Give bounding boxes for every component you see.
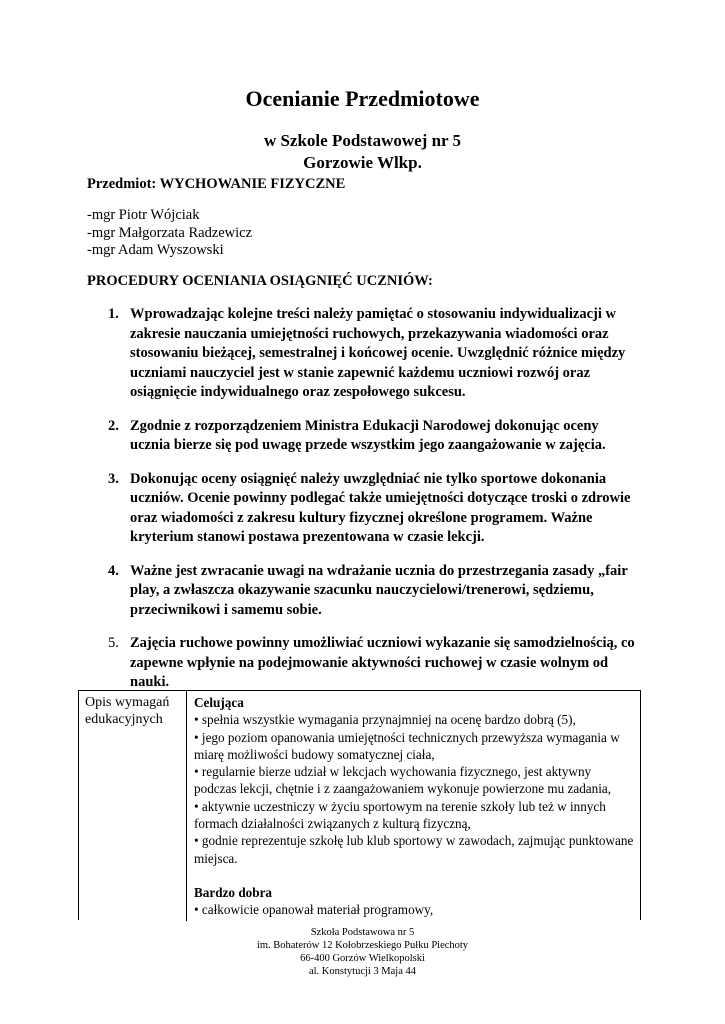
grade-criteria-list xyxy=(194,711,634,867)
procedure-number: 3. xyxy=(108,470,119,487)
procedure-number: 2. xyxy=(108,417,119,434)
grade-criterion: • godnie reprezentuje szkołę lub klub sportowy w zawodach, zajmując punktowane miejsca. xyxy=(194,833,634,866)
procedure-number: 5. xyxy=(108,635,119,651)
requirements-label-cell: Opis wymagań edukacyjnych xyxy=(79,691,187,921)
teacher-item: -mgr Piotr Wójciak xyxy=(87,207,200,223)
grade-criteria-list xyxy=(194,901,634,918)
procedure-number: 4. xyxy=(108,562,119,579)
procedure-number: 1. xyxy=(108,306,119,322)
teachers-list xyxy=(87,207,252,260)
procedure-text: Ważne jest zwracanie uwagi na wdrażanie ucznia do przestrzegania zasady „fair play, a zwłaszcza okazywanie szacunku nauczycielowi/trenerowi, sędziemu, przeciwnikowi i samemu sobie. xyxy=(130,562,628,618)
procedure-item xyxy=(108,634,640,693)
procedure-item xyxy=(108,417,640,456)
grade-criterion: • całkowicie opanował materiał programowy, xyxy=(194,902,434,918)
grade-criterion: • spełnia wszystkie wymagania przynajmniej na ocenę bardzo dobrą (5), xyxy=(194,712,576,728)
footer-line: im. Bohaterów 12 Kołobrzeskiego Pułku Piechoty xyxy=(256,940,469,951)
subject-line: Przedmiot: WYCHOWANIE FIZYCZNE xyxy=(87,176,346,192)
footer-line: Szkoła Podstawowa nr 5 xyxy=(310,927,415,938)
procedure-item xyxy=(108,470,640,548)
grade-title: Bardzo dobra xyxy=(194,884,273,900)
footer-line: al. Konstytucji 3 Maja 44 xyxy=(308,966,417,977)
grade-criterion: • aktywnie uczestniczy w życiu sportowym na terenie szkoły lub też w innych formach działalności związanych z kulturą fizyczną, xyxy=(194,798,606,832)
grade-title: Celująca xyxy=(194,695,244,710)
procedure-text: Dokonując oceny osiągnięć należy uwzględniać nie tylko sportowe dokonania uczniów. Ocenie powinny podlegać także umiejętności dotyczące troski o zdrowie oraz wiadomości z zakresu kultury fizycznej określone programem. Ważne kryterium stanowi postawa prezentowana w czasie lekcji. xyxy=(130,470,631,545)
document-title: Ocenianie Przedmiotowe xyxy=(245,86,480,111)
requirements-table xyxy=(78,690,641,920)
procedure-text: Zajęcia ruchowe powinny umożliwiać uczniowi wykazanie się samodzielnością, co zapewne wpłynie na podejmowanie aktywności ruchowej w czasie wolnym od nauki. xyxy=(130,635,635,690)
procedure-text: Wprowadzając kolejne treści należy pamiętać o stosowaniu indywidualizacji w zakresie nauczania umiejętności ruchowych, przekazywania wiadomości oraz stosowaniu bieżącej, semestralnej i końcowej ocenie. Uwzględnić różnice między uczniami nauczyciel jest w stanie zapewnić każdemu uczniowi rozwój oraz osiągnięcie indywidualnego oraz zespołowego sukcesu. xyxy=(130,306,626,400)
procedures-list xyxy=(108,305,640,707)
footer-line: 66-400 Gorzów Wielkopolski xyxy=(300,953,425,964)
teacher-item: -mgr Adam Wyszowski xyxy=(87,242,224,258)
grade-block-bardzo-dobra xyxy=(194,884,634,919)
procedures-heading: PROCEDURY OCENIANIA OSIĄGNIĘĆ UCZNIÓW: xyxy=(87,273,433,289)
school-name: w Szkole Podstawowej nr 5 xyxy=(263,131,462,150)
procedure-text: Zgodnie z rozporządzeniem Ministra Edukacji Narodowej dokonując oceny ucznia bierze się pod uwagę przede wszystkim jego zaangażowanie w zajęcia. xyxy=(130,417,606,453)
page-footer xyxy=(0,926,725,978)
procedure-item xyxy=(108,305,640,403)
grade-criterion: • jego poziom opanowania umiejętności technicznych przewyższa wymagania w miarę możliwości budowy somatycznej ciała, xyxy=(194,729,620,762)
requirements-content-cell xyxy=(188,691,640,939)
teacher-item: -mgr Małgorzata Radzewicz xyxy=(87,224,253,241)
grade-block-celujaca xyxy=(194,694,634,867)
procedure-item xyxy=(108,562,640,621)
grade-criterion: • regularnie bierze udział w lekcjach wychowania fizycznego, jest aktywny podczas lekcji, chętnie i z zaangażowaniem wykonuje powierzone mu zadania, xyxy=(194,764,612,797)
school-city: Gorzowie Wlkp. xyxy=(303,153,422,172)
